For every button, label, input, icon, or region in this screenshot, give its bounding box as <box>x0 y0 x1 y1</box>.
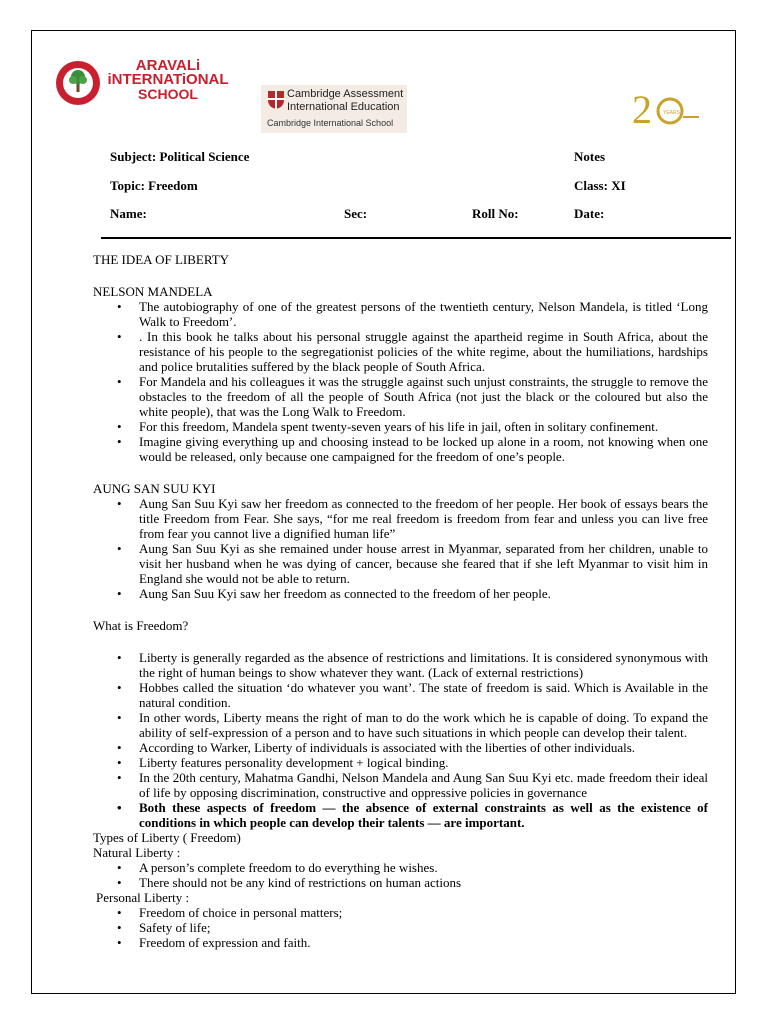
personal-liberty-list <box>93 905 708 950</box>
list-item: • Aung San Suu Kyi saw her freedom as connected to the freedom of her people. Her book of essays bears the title Freedom from Fear. She says, “for me real freedom is freedom from fear and unless you can live free from fear you cannot live a dignified human life” <box>139 496 708 541</box>
date-field-label: Date: <box>574 206 605 221</box>
list-item: • Hobbes called the situation ‘do whatever you want’. The state of freedom is said. Which is Available in the natural condition. <box>139 680 708 710</box>
roll-no-field-label: Roll No: <box>472 206 519 221</box>
name-field-label: Name: <box>110 206 147 221</box>
logo-banner <box>54 55 704 137</box>
cambridge-logo <box>261 85 407 133</box>
suu-kyi-heading: AUNG SAN SUU KYI <box>93 481 216 496</box>
aravali-line-3: SCHOOL <box>138 86 198 102</box>
what-is-freedom-list <box>93 650 708 830</box>
personal-liberty-heading: Personal Liberty : <box>96 890 190 905</box>
what-is-freedom-heading: What is Freedom? <box>93 618 189 633</box>
list-item: • . In this book he talks about his personal struggle against the apartheid regime in South Africa, about the resistance of his people to the segregationist policies of the white regime, about the humiliations, hardships and police brutalities suffered by the black people of South Africa. <box>139 329 708 374</box>
aravali-line-2: iNTERNATiONAL <box>107 71 229 88</box>
notes-body <box>93 252 708 950</box>
sec-field-label: Sec: <box>344 206 368 221</box>
list-item: • In other words, Liberty means the right of man to do the work which he is capable of doing. To expand the ability of self-expression of a person and to have such situations in which people can develop their talent. <box>139 710 708 740</box>
aravali-seal-icon <box>54 59 102 107</box>
list-item: • There should not be any kind of restrictions on human actions <box>139 875 708 890</box>
mandela-list <box>93 299 708 464</box>
natural-liberty-list <box>93 860 708 890</box>
twenty-years-logo <box>630 87 700 129</box>
list-item: • A person’s complete freedom to do everything he wishes. <box>139 860 708 875</box>
topic-label: Topic: Freedom <box>110 178 198 193</box>
list-item: • Safety of life; <box>139 920 708 935</box>
list-item-bold: • Both these aspects of freedom — the absence of external constraints as well as the existence of conditions in which people can develop their talents — are important. <box>139 800 708 830</box>
anniversary-label: YEARS <box>663 110 680 116</box>
list-item: • According to Warker, Liberty of individuals is associated with the liberties of other individuals. <box>139 740 708 755</box>
cambridge-line-3: Cambridge International School <box>267 118 394 128</box>
list-item: • In the 20th century, Mahatma Gandhi, Nelson Mandela and Aung San Suu Kyi etc. made freedom their ideal of life by opposing discrimination, constructive and oppressive policies in governance <box>139 770 708 800</box>
list-item: • Freedom of choice in personal matters; <box>139 905 708 920</box>
notes-label: Notes <box>574 149 606 164</box>
cambridge-shield-icon <box>267 90 285 110</box>
cambridge-line-1: Cambridge Assessment <box>287 88 404 100</box>
list-item: • For this freedom, Mandela spent twenty-seven years of his life in jail, often in solitary confinement. <box>139 419 708 434</box>
list-item: • Aung San Suu Kyi as she remained under house arrest in Myanmar, separated from her children, unable to visit her husband when he was dying of cancer, because she feared that if she left Myanmar to visit him in England she would not be able to return. <box>139 541 708 586</box>
aravali-wordmark <box>106 59 230 101</box>
types-of-liberty-heading: Types of Liberty ( Freedom) <box>93 830 241 845</box>
suu-kyi-list <box>93 496 708 601</box>
header-divider <box>101 237 731 239</box>
cambridge-line-2: International Education <box>287 101 400 113</box>
mandela-heading: NELSON MANDELA <box>93 284 213 299</box>
subject-label: Subject: Political Science <box>110 149 250 164</box>
list-item: • Imagine giving everything up and choosing instead to be locked up alone in a room, not knowing when one would be released, only because one campaigned for the freedom of one’s people. <box>139 434 708 464</box>
aravali-line-1: ARAVALi <box>135 57 201 74</box>
anniversary-number: 2 <box>632 87 652 129</box>
section-title: THE IDEA OF LIBERTY <box>93 252 230 267</box>
list-item: • Liberty features personality development + logical binding. <box>139 755 708 770</box>
natural-liberty-heading: Natural Liberty : <box>93 845 181 860</box>
list-item: • Aung San Suu Kyi saw her freedom as connected to the freedom of her people. <box>139 586 708 601</box>
list-item: • For Mandela and his colleagues it was the struggle against such unjust constraints, the struggle to remove the obstacles to the freedom of all the people of South Africa (not just the black or the coloured but also the white people), that was the Long Walk to Freedom. <box>139 374 708 419</box>
list-item: • The autobiography of one of the greatest persons of the twentieth century, Nelson Mandela, is titled ‘Long Walk to Freedom’. <box>139 299 708 329</box>
class-label: Class: XI <box>574 178 626 193</box>
list-item: • Liberty is generally regarded as the absence of restrictions and limitations. It is considered synonymous with the right of human beings to show whatever they want. (Lack of external restrictions) <box>139 650 708 680</box>
aravali-logo <box>54 59 229 107</box>
list-item: • Freedom of expression and faith. <box>139 935 708 950</box>
